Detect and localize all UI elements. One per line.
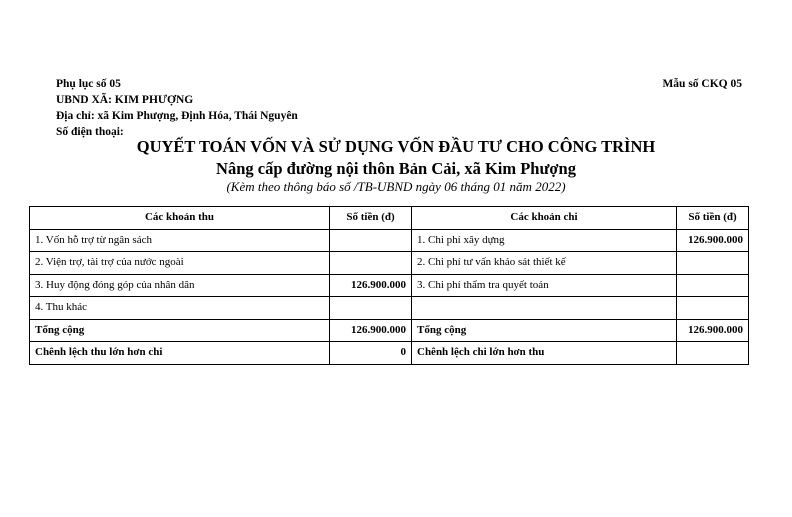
revenue-item: 2. Viện trợ, tài trợ của nước ngoài	[30, 252, 330, 275]
appendix-label: Phụ lục số 05	[56, 78, 121, 90]
document-title: QUYẾT TOÁN VỐN VÀ SỬ DỤNG VỐN ĐẦU TƯ CHO CÔNG TRÌNH	[136, 137, 656, 156]
expense-amount	[677, 274, 749, 297]
expense-item: 1. Chi phí xây dựng	[412, 229, 677, 252]
header-revenue-amount: Số tiền (đ)	[330, 207, 412, 230]
difference-row	[30, 342, 749, 365]
expense-item: 2. Chi phí tư vấn khảo sát thiết kế	[412, 252, 677, 275]
revenue-amount: 126.900.000	[330, 274, 412, 297]
expense-total-amount: 126.900.000	[677, 319, 749, 342]
revenue-total-amount: 126.900.000	[330, 319, 412, 342]
header-expense-amount: Số tiền (đ)	[677, 207, 749, 230]
settlement-table	[29, 206, 749, 365]
revenue-total-label: Tổng cộng	[30, 319, 330, 342]
header-expense: Các khoản chi	[412, 207, 677, 230]
revenue-amount	[330, 297, 412, 320]
revenue-surplus-label: Chênh lệch thu lớn hơn chi	[30, 342, 330, 365]
header-left	[56, 76, 298, 140]
expense-item: 3. Chi phí thẩm tra quyết toán	[412, 274, 677, 297]
table-row	[30, 229, 749, 252]
form-code: Mẫu số CKQ 05	[662, 78, 742, 90]
revenue-amount	[330, 229, 412, 252]
revenue-surplus-amount: 0	[330, 342, 412, 365]
expense-item	[412, 297, 677, 320]
total-row	[30, 319, 749, 342]
header-revenue: Các khoản thu	[30, 207, 330, 230]
document-subtitle: (Kèm theo thông báo số /TB-UBND ngày 06 tháng 01 năm 2022)	[226, 179, 566, 194]
revenue-item: 4. Thu khác	[30, 297, 330, 320]
expense-surplus-label: Chênh lệch chi lớn hơn thu	[412, 342, 677, 365]
agency-phone: Số điện thoại:	[56, 126, 124, 138]
expense-surplus-amount	[677, 342, 749, 365]
table-header-row	[30, 207, 749, 230]
expense-total-label: Tổng cộng	[412, 319, 677, 342]
table-row	[30, 252, 749, 275]
expense-amount	[677, 252, 749, 275]
expense-amount	[677, 297, 749, 320]
expense-amount: 126.900.000	[677, 229, 749, 252]
revenue-item: 1. Vốn hỗ trợ từ ngân sách	[30, 229, 330, 252]
agency-address: Địa chỉ: xã Kim Phượng, Định Hóa, Thái Nguyên	[56, 110, 298, 122]
revenue-amount	[330, 252, 412, 275]
revenue-item: 3. Huy động đóng góp của nhân dân	[30, 274, 330, 297]
agency-name: UBND XÃ: KIM PHƯỢNG	[56, 94, 194, 106]
table-row	[30, 297, 749, 320]
table-row	[30, 274, 749, 297]
project-name: Nâng cấp đường nội thôn Bản Cải, xã Kim Phượng	[216, 159, 576, 178]
